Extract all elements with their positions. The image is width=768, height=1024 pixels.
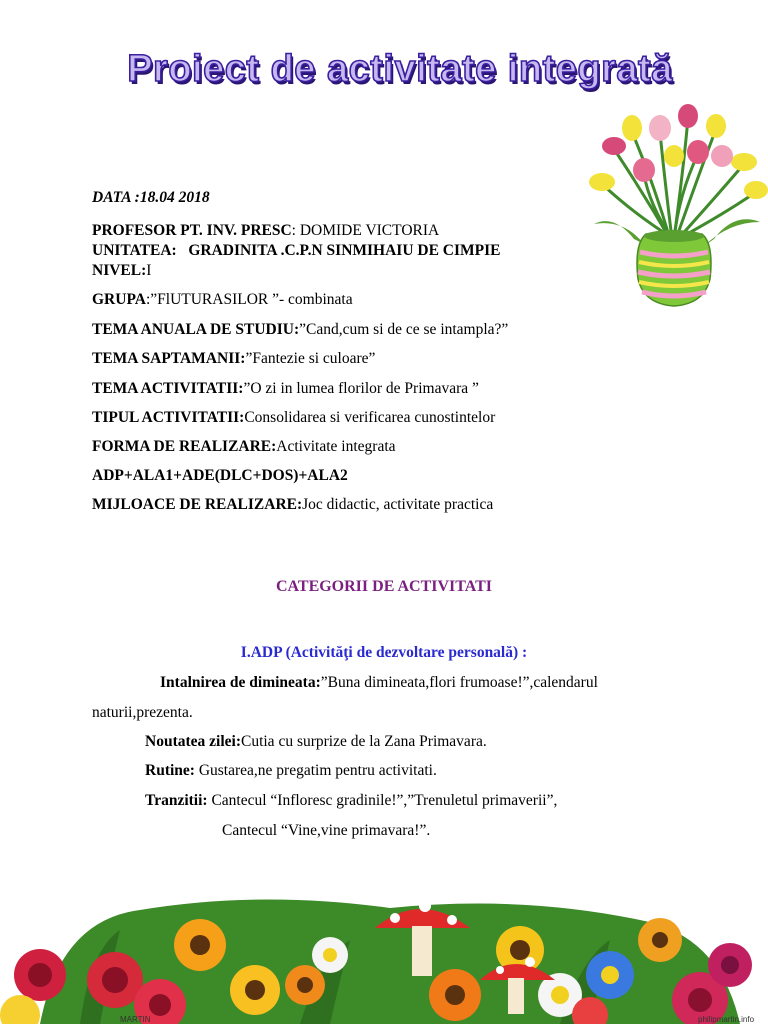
forma-label: FORMA DE REALIZARE: [92,438,277,455]
forma-value: Activitate integrata [276,438,396,455]
mijloace-value: Joc didactic, activitate practica [302,496,494,513]
tema-anuala-label: TEMA ANUALA DE STUDIU: [92,321,300,338]
rutine-label: Rutine: [145,762,195,779]
unitatea-value: GRADINITA .C.P.N SINMIHAIU DE CIMPIE [188,242,501,259]
nivel-label: NIVEL: [92,262,147,279]
unitatea-label: UNITATEA: [92,242,177,259]
nivel-value: I [146,262,152,279]
flower-border-image [0,880,768,1024]
tipul-value: Consolidarea si verificarea cunostintelor [244,409,496,426]
rutine-value: Gustarea,ne pregatim pentru activitati. [194,762,437,779]
adp-line: ADP+ALA1+ADE(DLC+DOS)+ALA2 [92,467,348,484]
profesor-value: : DOMIDE VICTORIA [291,222,440,239]
clipart-signature: MARTIN [120,1015,151,1024]
noutatea-value: Cutia cu surprize de la Zana Primavara. [240,733,487,750]
data-label: DATA : [92,189,140,206]
noutatea-label: Noutatea zilei: [145,733,241,750]
tema-activitatii-value: ”O zi in lumea florilor de Primavara ” [243,380,479,397]
tema-anuala-value: ”Cand,cum si de ce se intampla?” [299,321,509,338]
page-title: Proiect de activitate integrată [127,48,673,90]
categorii-heading: CATEGORII DE ACTIVITATI [275,578,493,595]
data-value: 18.04 2018 [139,189,210,206]
grupa-value: :”FlUTURASILOR ”- combinata [145,291,353,308]
clipart-credit: philipmartin.info [698,1015,755,1024]
tranzitii-value: Cantecul “Infloresc gradinile!”,”Trenuletul primaverii”, [207,792,558,809]
tema-activitatii-label: TEMA ACTIVITATII: [92,380,244,397]
mijloace-label: MIJLOACE DE REALIZARE: [92,496,303,513]
intalnirea-value: ”Buna dimineata,flori frumoase!”,calendarul [320,674,598,691]
grupa-label: GRUPA [92,291,146,308]
tema-saptamanii-label: TEMA SAPTAMANII: [92,350,246,367]
tranzitii-label: Tranzitii: [145,792,208,809]
intalnirea-label: Intalnirea de dimineata: [160,674,321,691]
tulip-vase-image [574,104,768,310]
tranzitii-cont: Cantecul “Vine,vine primavara!”. [222,822,431,839]
tipul-label: TIPUL ACTIVITATII: [92,409,245,426]
tema-saptamanii-value: ”Fantezie si culoare” [245,350,376,367]
intalnirea-cont: naturii,prezenta. [92,704,193,721]
profesor-label: PROFESOR PT. INV. PRESC [92,222,292,239]
adp-heading: I.ADP (Activităţi de dezvoltare personală) : [240,644,528,661]
